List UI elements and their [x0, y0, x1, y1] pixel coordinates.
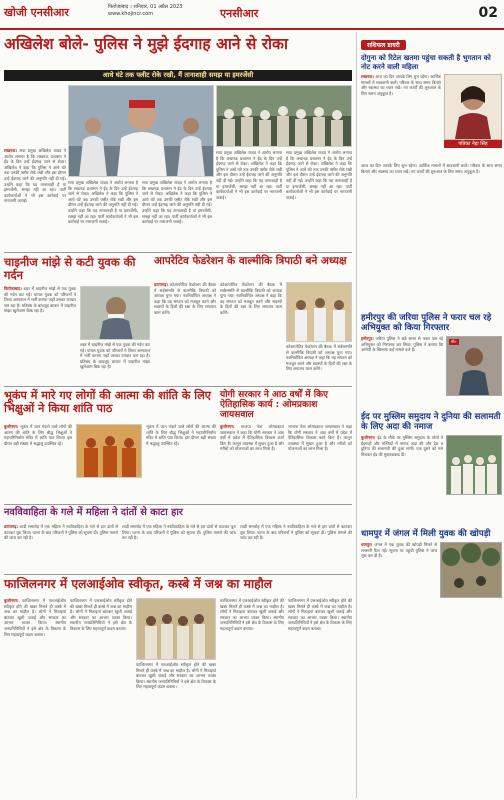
kite-photo: [80, 286, 150, 340]
lead-body-col1: [4, 148, 66, 250]
injured-person-photo-icon: [81, 287, 150, 340]
forest-photo-icon: [441, 543, 501, 597]
fazilnagar-body-cont: फाजिलनगर में एलआईओव स्वीकृत होने की खबर मिलते ही कस्बे में जश्न का माहौल है। लोगों ने मिठाइयां बांटकर खुशी जताई और सरकार का आभार व्यक्त किया। स्थानीय जनप्रतिनिधियों ने इसे क्षेत्र के विकास के लिए महत्वपूर्ण कदम बताया।: [70, 598, 132, 631]
lead-body-cont-2: सपा प्रमुख अखिलेश यादव ने आरोप लगाया है कि लखनऊ प्रशासन ने ईद के दिन उन्हें ईदगाह जाने से रोका। अखिलेश ने कहा कि पुलिस ने आधे घंटे तक उनकी फ्लीट रोके रखी और इस दौरान उन्हें ईदगाह जाने की अनुमति नहीं दी गई। उन्होंने कहा कि यह तानाशाही है या इमरजेंसी, समझ नहीं आ रहा। पार्टी कार्यकर्ताओं ने भी इस कार्रवाई पर नाराजगी जताई।: [142, 180, 212, 225]
lead-body-col5: [286, 150, 352, 250]
lead-subhead: आधे घंटे तक फ्लीट रोके रखी, मैं तानाशाही समझ या इमरजेंसी: [4, 70, 352, 81]
woman-portrait-icon: [445, 75, 501, 139]
namaz-photo-icon: [447, 436, 501, 494]
fazilnagar-photo: [136, 598, 216, 660]
eid-dateline: कुशीनगर।: [361, 435, 376, 440]
yogi-body: [220, 424, 284, 502]
rashifal-photo-box: [444, 74, 502, 148]
masthead: [0, 0, 504, 30]
forest-headline: धामपुर में जंगल में मिली युवक की खोपड़ी: [361, 529, 491, 539]
hamirpur-body: [361, 336, 443, 410]
photo-tag: मो०: [451, 339, 457, 344]
federation-body-cont: कोआपरेटिव फेडरेशन की बैठक में सर्वसम्मति से वाल्मीकि त्रिपाठी को अध्यक्ष चुना गया। नवनिर्वाचित अध्यक्ष ने कहा कि वह संगठन को मजबूत करने और सदस्यों के हितों की रक्षा के लिए लगातार काम करेंगे।: [220, 282, 282, 315]
forest-photo: [440, 542, 502, 598]
lead-body-cont-3: सपा प्रमुख अखिलेश यादव ने आरोप लगाया है कि लखनऊ प्रशासन ने ईद के दिन उन्हें ईदगाह जाने से रोका। अखिलेश ने कहा कि पुलिस ने आधे घंटे तक उनकी फ्लीट रोके रखी और इस दौरान उन्हें ईदगाह जाने की अनुमति नहीं दी गई। उन्होंने कहा कि यह तानाशाही है या इमरजेंसी, समझ नहीं आ रहा। पार्टी कार्यकर्ताओं ने भी इस कार्रवाई पर नाराजगी जताई।: [216, 150, 282, 200]
fazilnagar-headline: फाजिलनगर में एलआईओव स्वीकृत, कस्बे में जश्न का माहौल: [4, 577, 273, 591]
author-photo: [444, 74, 502, 140]
kite-body-cont: शहर में चाइनीज मांझे से एक युवक की गर्दन कट गई। घायल युवक को परिजनों ने जिला अस्पताल में भर्ती कराया जहाँ उसका उपचार चल रहा है। प्रतिबंध के बावजूद बाजार में चाइनीज मांझा खुलेआम बिक रहा है।: [80, 342, 150, 370]
federation-body-cont-2: कोआपरेटिव फेडरेशन की बैठक में सर्वसम्मति से वाल्मीकि त्रिपाठी को अध्यक्ष चुना गया। नवनिर्वाचित अध्यक्ष ने कहा कि वह संगठन को मजबूत करने और सदस्यों के हितों की रक्षा के लिए लगातार काम करेंगे।: [286, 344, 352, 372]
divider: [4, 252, 352, 253]
rashifal-body: [361, 74, 441, 160]
eid-headline: ईद पर मुस्लिम समुदाय ने दुनिया की सलामती के लिए अदा की नमाज: [361, 412, 501, 432]
dateline-date: फिरोजाबाद । शनिवार, 01 अप्रैल 2023: [108, 4, 183, 10]
newly-married-body-text: शादी समारोह में एक महिला ने नवविवाहिता के गले से हार दांतों से काटकर चुरा लिया। घटना के बाद परिजनों ने पुलिस को सूचना दी। पुलिस मामले की जांच कर रही है।: [4, 524, 118, 541]
newly-married-body-cont-2: शादी समारोह में एक महिला ने नवविवाहिता के गले से हार दांतों से काटकर चुरा लिया। घटना के बाद परिजनों ने पुलिस को सूचना दी। पुलिस मामले की जांच कर रही है।: [240, 524, 352, 541]
dateline-website: www.khojincr.com: [108, 11, 154, 17]
newspaper-logo: खोजी एनसीआर: [4, 6, 69, 19]
fazilnagar-body-col2: [70, 598, 132, 794]
fazilnagar-body: [4, 598, 66, 794]
fazilnagar-body-cont-4: फाजिलनगर में एलआईओव स्वीकृत होने की खबर मिलते ही कस्बे में जश्न का माहौल है। लोगों ने मिठाइयां बांटकर खुशी जताई और सरकार का आभार व्यक्त किया। स्थानीय जनप्रतिनिधियों ने इसे क्षेत्र के विकास के लिए महत्वपूर्ण कदम बताया।: [288, 598, 352, 631]
fazilnagar-body-cont-2: फाजिलनगर में एलआईओव स्वीकृत होने की खबर मिलते ही कस्बे में जश्न का माहौल है। लोगों ने मिठाइयां बांटकर खुशी जताई और सरकार का आभार व्यक्त किया। स्थानीय जनप्रतिनिधियों ने इसे क्षेत्र के विकास के लिए महत्वपूर्ण कदम बताया।: [136, 662, 216, 690]
earthquake-body-cont: भूकंप में जान गंवाने वाले लोगों की आत्मा की शांति के लिए बौद्ध भिक्षुओं ने महापरिनिर्वाण मंदिर में शांति पाठ किया। इस दौरान बड़ी संख्या में श्रद्धालु उपस्थित रहे।: [146, 424, 216, 446]
earthquake-body: [4, 424, 72, 502]
celebration-photo-icon: [137, 599, 216, 660]
hamirpur-body-text: जरिया पुलिस ने लंबे समय से फरार चल रहे अभियुक्त को गिरफ्तार कर लिया। पुलिस ने बताया कि आरोपी के खिलाफ कई मामले दर्ज हैं।: [361, 336, 443, 353]
section-title: एनसीआर: [220, 7, 259, 20]
lead-photo: [68, 85, 214, 177]
page-number: 02: [478, 5, 498, 21]
earthquake-photo: [76, 424, 142, 478]
kite-headline: चाइनीज मांझे से कटी युवक की गर्दन: [4, 255, 136, 282]
earthquake-body-col2: [146, 424, 216, 502]
lead-body: सपा प्रमुख अखिलेश यादव ने आरोप लगाया है कि लखनऊ प्रशासन ने ईद के दिन उन्हें ईदगाह जाने से रोका। अखिलेश ने कहा कि पुलिस ने आधे घंटे तक उनकी फ्लीट रोके रखी और इस दौरान उन्हें ईदगाह जाने की अनुमति नहीं दी गई। उन्होंने कहा कि यह तानाशाही है या इमरजेंसी, समझ नहीं आ रहा। पार्टी कार्यकर्ताओं ने भी इस कार्रवाई पर नाराजगी जताई।: [4, 148, 66, 204]
earthquake-dateline: कुशीनगर।: [4, 424, 19, 429]
divider: [4, 386, 352, 387]
crowd-photo-icon: [217, 86, 352, 147]
meeting-photo-icon: [287, 283, 352, 342]
eid-body-text: ईद के मौके पर मुस्लिम समुदाय के लोगों ने ईदगाहों और मस्जिदों में नमाज अदा की और देश व दुनिया की सलामती की दुआ मांगी। एक दूसरे को गले मिलकर ईद की मुबारकबाद दी।: [361, 435, 443, 457]
lead-body-col3: [142, 180, 212, 250]
eid-body: [361, 435, 443, 527]
hamirpur-headline: हमीरपुर की जरिया पुलिस ने फरार चल रहे अभियुक्त को किया गिरफ्तार: [361, 313, 492, 333]
sidebar: [356, 32, 502, 798]
fazilnagar-dateline: कुशीनगर।: [4, 598, 19, 603]
earthquake-body-text: भूकंप में जान गंवाने वाले लोगों की आत्मा की शांति के लिए बौद्ध भिक्षुओं ने महापरिनिर्वाण मंदिर में शांति पाठ किया। इस दौरान बड़ी संख्या में श्रद्धालु उपस्थित रहे।: [4, 424, 72, 446]
newly-married-body-col2: [122, 524, 236, 570]
lead-body-cont-4: सपा प्रमुख अखिलेश यादव ने आरोप लगाया है कि लखनऊ प्रशासन ने ईद के दिन उन्हें ईदगाह जाने से रोका। अखिलेश ने कहा कि पुलिस ने आधे घंटे तक उनकी फ्लीट रोके रखी और इस दौरान उन्हें ईदगाह जाने की अनुमति नहीं दी गई। उन्होंने कहा कि यह तानाशाही है या इमरजेंसी, समझ नहीं आ रहा। पार्टी कार्यकर्ताओं ने भी इस कार्रवाई पर नाराजगी जताई।: [286, 150, 352, 200]
kite-body-text: शहर में चाइनीज मांझे से एक युवक की गर्दन कट गई। घायल युवक को परिजनों ने जिला अस्पताल में भर्ती कराया जहाँ उसका उपचार चल रहा है। प्रतिबंध के बावजूद बाजार में चाइनीज मांझा खुलेआम बिक रहा है।: [4, 286, 76, 314]
yogi-dateline: कुशीनगर।: [220, 424, 235, 429]
divider: [4, 574, 352, 575]
federation-body-col3: [286, 344, 352, 382]
hamirpur-photo: [446, 336, 502, 396]
forest-dateline: धामपुर।: [361, 542, 373, 547]
newly-married-body: [4, 524, 118, 570]
arrested-person-photo-icon: [447, 337, 501, 395]
fazilnagar-body-col5: [288, 598, 352, 794]
federation-photo: [286, 282, 352, 342]
forest-body: [361, 542, 437, 618]
kite-dateline: फिरोजाबाद।: [4, 286, 22, 291]
newly-married-dateline: प्रतापगढ़।: [4, 524, 18, 529]
fazilnagar-body-cont-3: फाजिलनगर में एलआईओव स्वीकृत होने की खबर मिलते ही कस्बे में जश्न का माहौल है। लोगों ने मिठाइयां बांटकर खुशी जताई और सरकार का आभार व्यक्त किया। स्थानीय जनप्रतिनिधियों ने इसे क्षेत्र के विकास के लिए महत्वपूर्ण कदम बताया।: [220, 598, 284, 631]
author-caption: पत्रिका नेहा सिंह: [444, 140, 502, 148]
lead-dateline: लखनऊ।: [4, 148, 17, 153]
monks-photo-icon: [77, 425, 142, 478]
kite-body: [4, 286, 76, 382]
lead-body-col2: [68, 180, 138, 250]
federation-headline: आपरेटिव फेडरेशन के वाल्मीकि त्रिपाठी बने अध्यक्ष: [154, 255, 347, 267]
rashifal-body-cont-text: आज का दिन आपके लिए शुभ रहेगा। आर्थिक मामलों में सावधानी बरतें। परिवार के साथ समय बिताएं और स्वास्थ्य का ध्यान रखें। नए कार्यों की शुरुआत के लिए समय अनुकूल है।: [361, 163, 502, 174]
forest-body-text: जंगल में एक युवक की खोपड़ी मिलने से सनसनी फैल गई। सूचना पर पहुंची पुलिस ने जांच शुरू कर दी है।: [361, 542, 437, 559]
federation-dateline: प्रतापगढ़।: [154, 282, 168, 287]
lead-body-cont: सपा प्रमुख अखिलेश यादव ने आरोप लगाया है कि लखनऊ प्रशासन ने ईद के दिन उन्हें ईदगाह जाने से रोका। अखिलेश ने कहा कि पुलिस ने आधे घंटे तक उनकी फ्लीट रोके रखी और इस दौरान उन्हें ईदगाह जाने की अनुमति नहीं दी गई। उन्होंने कहा कि यह तानाशाही है या इमरजेंसी, समझ नहीं आ रहा। पार्टी कार्यकर्ताओं ने भी इस कार्रवाई पर नाराजगी जताई।: [68, 180, 138, 225]
hamirpur-dateline: हमीरपुर।: [361, 336, 374, 341]
rashifal-label: राशिफल डायरी: [361, 40, 406, 50]
kite-body-col2: [80, 342, 150, 382]
yogi-headline: योगी सरकार ने आठ वर्षों में किए ऐतिहासिक कार्य : ओमप्रकाश जायसवाल: [220, 390, 328, 421]
divider: [4, 504, 352, 505]
newly-married-body-cont: शादी समारोह में एक महिला ने नवविवाहिता के गले से हार दांतों से काटकर चुरा लिया। घटना के बाद परिजनों ने पुलिस को सूचना दी। पुलिस मामले की जांच कर रही है।: [122, 524, 236, 541]
politician-photo-icon: [69, 86, 214, 177]
yogi-body-text: भाजपा नेता ओमप्रकाश जायसवाल ने कहा कि योगी सरकार ने आठ वर्षों में प्रदेश में ऐतिहासिक विकास कार्य किए हैं। कानून व्यवस्था में सुधार हुआ है और गरीबों को योजनाओं का लाभ मिला है।: [220, 424, 284, 452]
fazilnagar-body-col4: [220, 598, 284, 794]
rashifal-body-cont: [361, 160, 502, 310]
fazilnagar-body-col3: [136, 662, 216, 794]
federation-body: [154, 282, 216, 382]
rashifal-headline: दोगुना को रिटेल खतमा पहुंचा सकती है भुगतान को नोट करने वाली महिला: [361, 54, 491, 71]
yogi-body-col2: [288, 424, 352, 502]
dateline: [108, 4, 182, 18]
federation-body-text: कोआपरेटिव फेडरेशन की बैठक में सर्वसम्मति से वाल्मीकि त्रिपाठी को अध्यक्ष चुना गया। नवनिर्वाचित अध्यक्ष ने कहा कि वह संगठन को मजबूत करने और सदस्यों के हितों की रक्षा के लिए लगातार काम करेंगे।: [154, 282, 216, 315]
lead-headline: अखिलेश बोले- पुलिस ने मुझे ईदगाह आने से रोका: [4, 35, 288, 53]
earthquake-headline: भूकंप में मारे गए लोगों की आत्मा की शांति के लिए भिक्षुओं ने किया शांति पाठ: [4, 389, 211, 415]
fazilnagar-body-text: फाजिलनगर में एलआईओव स्वीकृत होने की खबर मिलते ही कस्बे में जश्न का माहौल है। लोगों ने मिठाइयां बांटकर खुशी जताई और सरकार का आभार व्यक्त किया। स्थानीय जनप्रतिनिधियों ने इसे क्षेत्र के विकास के लिए महत्वपूर्ण कदम बताया।: [4, 598, 66, 637]
newly-married-body-col3: [240, 524, 352, 570]
eid-photo: [446, 435, 502, 495]
eidgah-crowd-photo: [216, 85, 352, 147]
rashifal-dateline: लखनऊ।: [361, 74, 374, 79]
federation-body-col2: [220, 282, 282, 382]
newly-married-headline: नवविवाहिता के गले में महिला ने दांतों से काटा हार: [4, 507, 183, 518]
rashifal-body-text: आज का दिन आपके लिए शुभ रहेगा। आर्थिक मामलों में सावधानी बरतें। परिवार के साथ समय बिताएं और स्वास्थ्य का ध्यान रखें। नए कार्यों की शुरुआत के लिए समय अनुकूल है।: [361, 74, 441, 96]
yogi-body-cont: भाजपा नेता ओमप्रकाश जायसवाल ने कहा कि योगी सरकार ने आठ वर्षों में प्रदेश में ऐतिहासिक विकास कार्य किए हैं। कानून व्यवस्था में सुधार हुआ है और गरीबों को योजनाओं का लाभ मिला है।: [288, 424, 352, 452]
lead-body-col4: [216, 150, 282, 250]
